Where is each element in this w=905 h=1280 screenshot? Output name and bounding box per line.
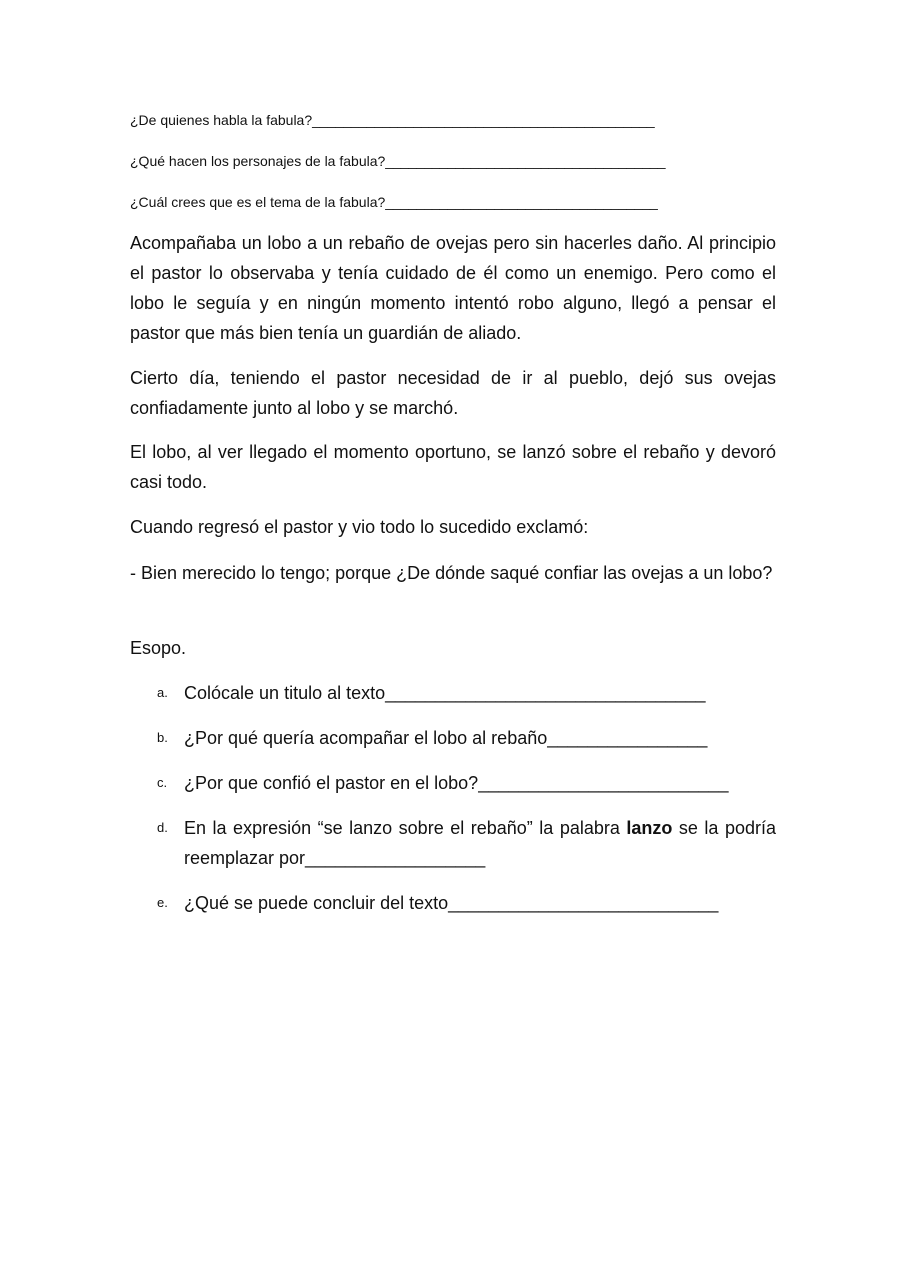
list-marker: c. [157, 775, 168, 790]
list-marker: b. [157, 730, 168, 745]
list-marker: e. [157, 895, 168, 910]
story-author: Esopo. [130, 638, 187, 658]
question-text [184, 813, 776, 873]
question-what: ¿Qué hacen los personajes de la fabula?____________________________________ [130, 153, 666, 169]
story-paragraph-4: Cuando regresó el pastor y vio todo lo sucedido exclamó: [130, 517, 589, 537]
question-text-after: se la podría reemplazar por__________________ [184, 818, 776, 868]
question-who: ¿De quienes habla la fabula?____________________________________________ [130, 112, 655, 128]
list-marker: a. [157, 685, 168, 700]
story-paragraph-2: Cierto día, teniendo el pastor necesidad de ir al pueblo, dejó sus ovejas confiadamente junto al lobo y se marchó. [130, 368, 776, 418]
question-bold-word: lanzo [626, 818, 673, 838]
question-text: ¿Por qué quería acompañar el lobo al rebaño________________ [184, 728, 708, 748]
question-text: ¿Qué se puede concluir del texto___________________________ [184, 893, 719, 913]
story-paragraph-3: El lobo, al ver llegado el momento oportuno, se lanzó sobre el rebaño y devoró casi todo. [130, 442, 776, 492]
list-marker: d. [157, 820, 168, 835]
story-paragraph-1: Acompañaba un lobo a un rebaño de ovejas pero sin hacerles daño. Al principio el pastor lo observaba y tenía cuidado de él como un enemigo. Pero como el lobo le seguía y en ningún momento intentó robo alguno, llegó a pensar el pastor que más bien tenía un guardián de aliado. [130, 233, 776, 343]
question-theme: ¿Cuál crees que es el tema de la fabula?___________________________________ [130, 194, 658, 210]
story-paragraph-5: - Bien merecido lo tengo; porque ¿De dónde saqué confiar las ovejas a un lobo? [130, 563, 773, 583]
question-text: ¿Por que confió el pastor en el lobo?_________________________ [184, 773, 729, 793]
question-text-before: En la expresión “se lanzo sobre el rebaño” la palabra [184, 818, 627, 838]
question-text: Colócale un titulo al texto________________________________ [184, 683, 706, 703]
